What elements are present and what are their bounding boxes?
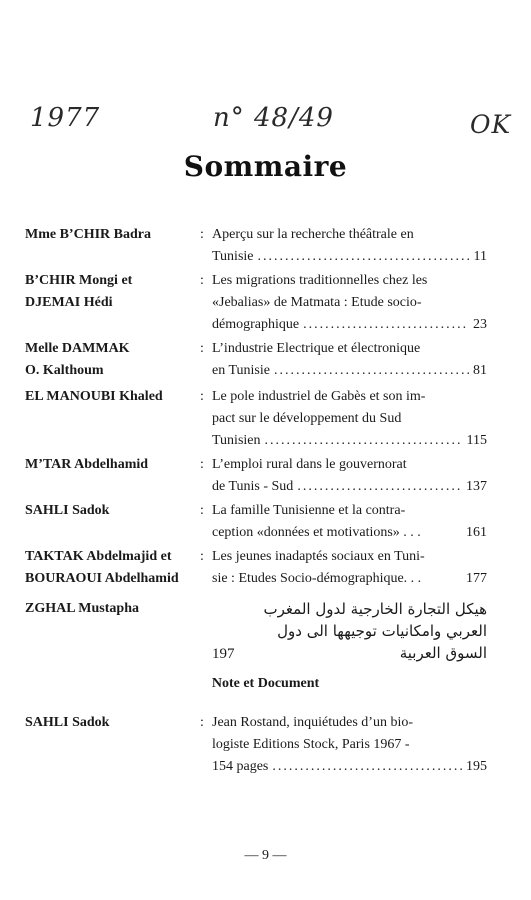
title-last-line	[212, 430, 487, 452]
toc-title	[212, 338, 487, 382]
toc-author	[25, 500, 200, 522]
title-last-line	[212, 756, 487, 778]
title-line: Les migrations traditionnelles chez les	[212, 273, 428, 288]
year-annotation: 1977	[30, 103, 101, 133]
title-line: sie : Etudes Socio-démographique. . .	[212, 571, 422, 586]
toc-colon: :	[200, 503, 204, 518]
title-line: ception «données et motivations» . . .	[212, 525, 421, 540]
title-last-line	[212, 360, 487, 382]
toc-title	[212, 270, 487, 336]
toc-colon: :	[200, 549, 204, 564]
title-last-line	[212, 476, 487, 498]
page-ref: 195	[466, 759, 487, 774]
toc-colon: :	[200, 227, 204, 242]
note-title	[212, 712, 487, 778]
author-name: SAHLI Sadok	[25, 715, 110, 730]
author-name: Melle DAMMAK	[25, 341, 130, 356]
title-line: L’emploi rural dans le gouvernorat	[212, 457, 407, 472]
section-title: Note et Document	[211, 676, 320, 691]
title-line: Aperçu sur la recherche théâtrale en	[212, 227, 414, 242]
author-name: BOURAOUI Abdelhamid	[25, 571, 179, 586]
title-line: Le pole industriel de Gabès et son im-	[212, 389, 426, 404]
toc-colon: :	[200, 389, 204, 404]
page-ref: 161	[466, 525, 487, 540]
title-line: pact sur le développement du Sud	[212, 411, 402, 426]
title-line: 154 pages	[212, 759, 269, 774]
title-line: Jean Rostand, inquiétudes d’un bio-	[212, 715, 414, 730]
title-last-line	[212, 568, 487, 590]
dot-leader	[272, 756, 462, 778]
title-line: Les jeunes inadaptés sociaux en Tuni-	[212, 549, 425, 564]
author-name: DJEMAI Hédi	[25, 295, 113, 310]
author-name: SAHLI Sadok	[25, 503, 110, 518]
toc-title	[212, 386, 487, 452]
toc-author	[25, 270, 200, 314]
toc-author	[25, 546, 200, 590]
toc-title	[212, 500, 487, 544]
title-last-line	[212, 246, 487, 268]
toc-title	[212, 224, 487, 268]
toc-author	[25, 338, 200, 382]
ok-annotation: OK	[470, 110, 512, 139]
toc-author	[25, 598, 200, 620]
page-ref: 197	[212, 646, 235, 662]
note-author	[25, 712, 200, 734]
title-line: «Jebalias» de Matmata : Etude socio-	[212, 295, 422, 310]
toc-colon: :	[200, 457, 204, 472]
toc-title	[212, 546, 487, 590]
title-line: en Tunisie	[212, 363, 270, 378]
author-name: EL MANOUBI Khaled	[25, 389, 163, 404]
page-number: — 9 —	[244, 848, 287, 863]
page-title: Sommaire	[183, 150, 348, 183]
issue-annotation: n° 48/49	[213, 103, 334, 133]
author-name: Mme B’CHIR Badra	[25, 227, 151, 242]
page-ref: 177	[466, 571, 487, 586]
toc-author	[25, 454, 200, 476]
toc-author	[25, 224, 200, 246]
title-line: démographique	[212, 317, 300, 332]
title-line: هيكل التجارة الخارجية لدول المغرب	[263, 600, 487, 618]
title-line: L’industrie Electrique et électronique	[212, 341, 421, 356]
dot-leader	[274, 360, 469, 382]
toc-arabic-title	[212, 598, 487, 665]
title-line: السوق العربية	[399, 644, 487, 662]
page-ref: 11	[473, 249, 487, 264]
title-last-line	[212, 522, 487, 544]
toc-author	[25, 386, 200, 408]
author-name: O. Kalthoum	[25, 363, 104, 378]
author-name: ZGHAL Mustapha	[25, 601, 139, 616]
title-last-line	[212, 314, 487, 336]
dot-leader	[265, 430, 463, 452]
toc-colon: :	[200, 341, 204, 356]
toc-colon: :	[200, 273, 204, 288]
author-name: B’CHIR Mongi et	[25, 273, 133, 288]
title-line: العربي وامكانيات توجيهها الى دول	[277, 622, 487, 640]
page-ref: 23	[473, 317, 487, 332]
dot-leader	[258, 246, 470, 268]
title-line: La famille Tunisienne et la contra-	[212, 503, 406, 518]
author-name: TAKTAK Abdelmajid et	[25, 549, 172, 564]
page-ref: 115	[466, 433, 487, 448]
title-line: logiste Editions Stock, Paris 1967 -	[212, 737, 410, 752]
title-line: Tunisie	[212, 249, 254, 264]
title-last-line	[212, 642, 487, 665]
dot-leader	[303, 314, 469, 336]
dot-leader	[297, 476, 462, 498]
author-name: M’TAR Abdelhamid	[25, 457, 149, 472]
page-ref: 137	[466, 479, 487, 494]
title-line: de Tunis - Sud	[212, 479, 294, 494]
page-ref: 81	[473, 363, 487, 378]
note-colon: :	[200, 715, 204, 730]
title-line: Tunisien	[212, 433, 261, 448]
toc-title	[212, 454, 487, 498]
